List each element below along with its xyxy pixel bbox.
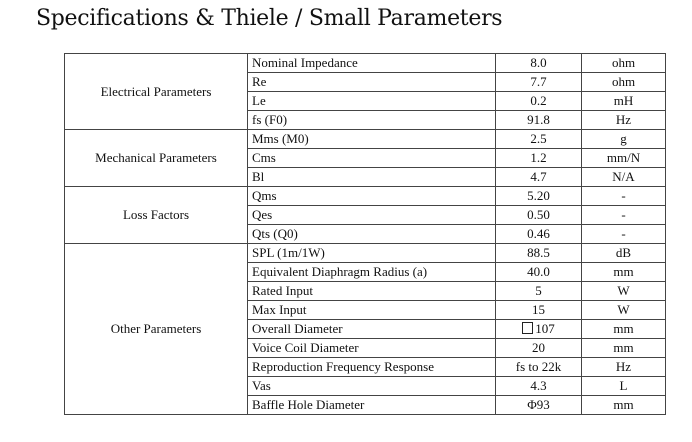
group-label: Mechanical Parameters <box>65 130 248 187</box>
parameter-value: 20 <box>496 339 582 358</box>
parameter-value: 2.5 <box>496 130 582 149</box>
group-label: Loss Factors <box>65 187 248 244</box>
parameter-name: Le <box>248 92 496 111</box>
parameter-unit: g <box>582 130 666 149</box>
parameter-value <box>496 320 582 339</box>
parameter-name: Equivalent Diaphragm Radius (a) <box>248 263 496 282</box>
parameter-unit: - <box>582 225 666 244</box>
parameter-unit: ohm <box>582 54 666 73</box>
parameter-value: fs to 22k <box>496 358 582 377</box>
parameter-unit: mm <box>582 320 666 339</box>
parameter-value: Φ93 <box>496 396 582 415</box>
parameter-value: 0.46 <box>496 225 582 244</box>
parameter-unit: mH <box>582 92 666 111</box>
page-title: Specifications & Thiele / Small Parameters <box>36 6 503 31</box>
parameter-name: SPL (1m/1W) <box>248 244 496 263</box>
parameter-unit: W <box>582 282 666 301</box>
parameter-unit: ohm <box>582 73 666 92</box>
parameter-value: 0.50 <box>496 206 582 225</box>
square-symbol-icon <box>522 322 533 334</box>
parameter-unit: L <box>582 377 666 396</box>
spec-table <box>64 53 666 415</box>
parameter-unit: mm <box>582 396 666 415</box>
parameter-name: Nominal Impedance <box>248 54 496 73</box>
parameter-unit: mm/N <box>582 149 666 168</box>
parameter-value: 88.5 <box>496 244 582 263</box>
group-label: Other Parameters <box>65 244 248 415</box>
parameter-name: Mms (M0) <box>248 130 496 149</box>
parameter-name: fs (F0) <box>248 111 496 130</box>
parameter-name: Vas <box>248 377 496 396</box>
parameter-name: Re <box>248 73 496 92</box>
parameter-value: 0.2 <box>496 92 582 111</box>
parameter-value: 4.3 <box>496 377 582 396</box>
parameter-value: 8.0 <box>496 54 582 73</box>
parameter-value: 5.20 <box>496 187 582 206</box>
parameter-value: 4.7 <box>496 168 582 187</box>
parameter-unit: Hz <box>582 111 666 130</box>
parameter-name: Qes <box>248 206 496 225</box>
parameter-name: Bl <box>248 168 496 187</box>
parameter-unit: - <box>582 206 666 225</box>
parameter-unit: Hz <box>582 358 666 377</box>
parameter-name: Voice Coil Diameter <box>248 339 496 358</box>
group-label: Electrical Parameters <box>65 54 248 130</box>
spec-table-body <box>65 54 666 415</box>
parameter-value: 1.2 <box>496 149 582 168</box>
parameter-name: Reproduction Frequency Response <box>248 358 496 377</box>
parameter-name: Cms <box>248 149 496 168</box>
parameter-value: 7.7 <box>496 73 582 92</box>
parameter-value: 40.0 <box>496 263 582 282</box>
parameter-name: Baffle Hole Diameter <box>248 396 496 415</box>
parameter-unit: - <box>582 187 666 206</box>
table-row <box>65 130 666 149</box>
table-row <box>65 54 666 73</box>
parameter-value: 5 <box>496 282 582 301</box>
parameter-value: 91.8 <box>496 111 582 130</box>
parameter-name: Overall Diameter <box>248 320 496 339</box>
parameter-name: Max Input <box>248 301 496 320</box>
parameter-value-text: 107 <box>535 321 555 336</box>
parameter-name: Qms <box>248 187 496 206</box>
parameter-value: 15 <box>496 301 582 320</box>
parameter-name: Rated Input <box>248 282 496 301</box>
parameter-unit: N/A <box>582 168 666 187</box>
parameter-unit: W <box>582 301 666 320</box>
parameter-name: Qts (Q0) <box>248 225 496 244</box>
parameter-unit: dB <box>582 244 666 263</box>
parameter-unit: mm <box>582 339 666 358</box>
table-row <box>65 244 666 263</box>
table-row <box>65 187 666 206</box>
parameter-unit: mm <box>582 263 666 282</box>
